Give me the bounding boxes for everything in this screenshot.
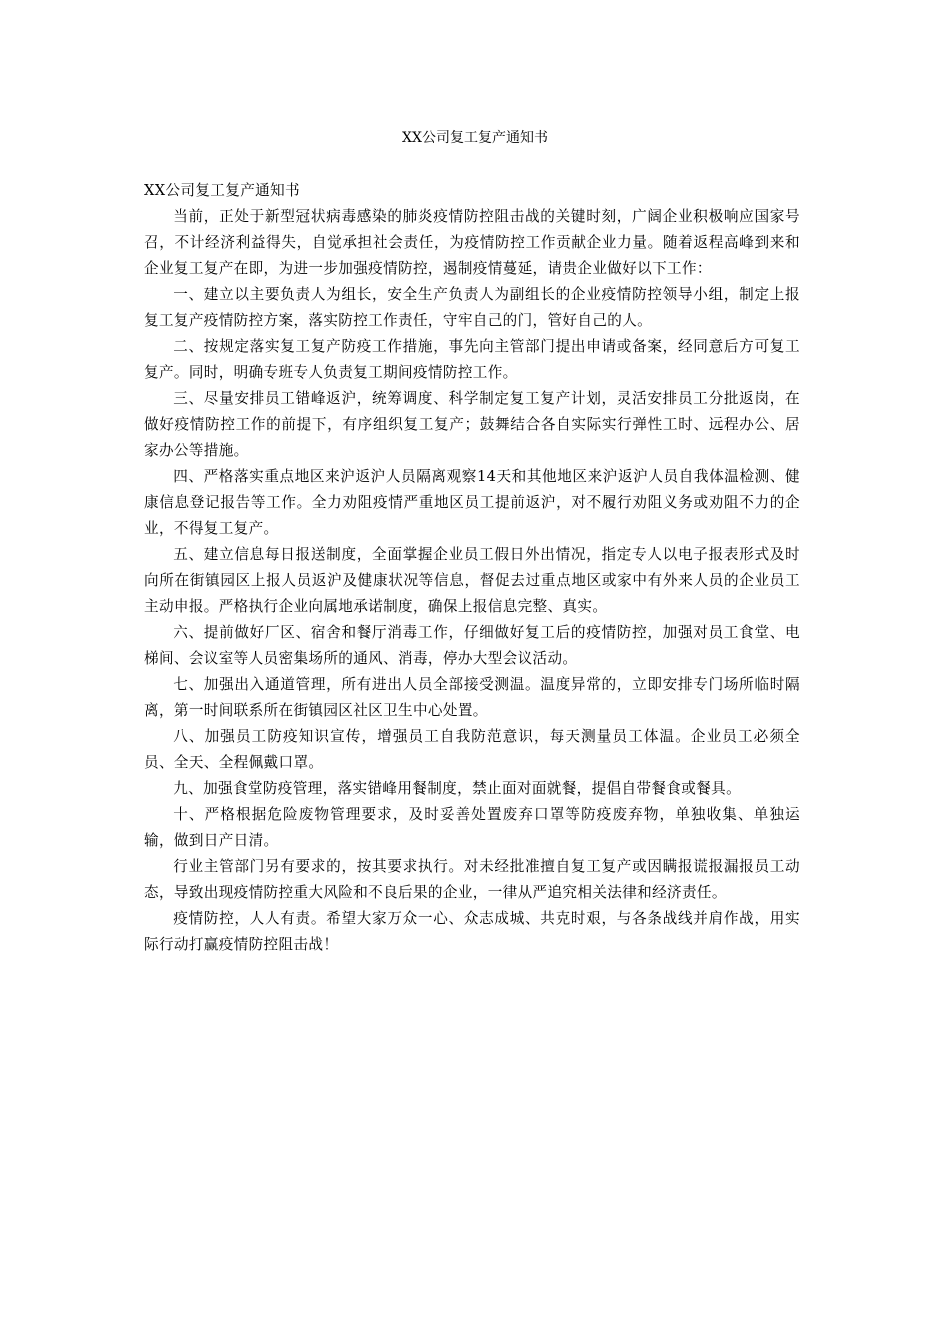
- paragraph-item-10: 十、严格根据危险废物管理要求，及时妥善处置废弃口罩等防疫废弃物，单独收集、单独运输，做到日产日清。: [144, 806, 800, 849]
- paragraph-closing: 疫情防控，人人有责。希望大家万众一心、众志成城、共克时艰，与各条战线并肩作战，用实际行动打赢疫情防控阻击战！: [144, 910, 800, 953]
- paragraph-item-2: 二、按规定落实复工复产防疫工作措施，事先向主管部门提出申请或备案，经同意后方可复工复产。同时，明确专班专人负责复工期间疫情防控工作。: [144, 338, 800, 381]
- paragraph-item-8: 八、加强员工防疫知识宣传，增强员工自我防范意识，每天测量员工体温。企业员工必须全员、全天、全程佩戴口罩。: [144, 728, 800, 771]
- paragraph-item-6: 六、提前做好厂区、宿舍和餐厅消毒工作，仔细做好复工后的疫情防控，加强对员工食堂、电梯间、会议室等人员密集场所的通风、消毒，停办大型会议活动。: [144, 624, 800, 667]
- paragraph-item-1: 一、建立以主要负责人为组长，安全生产负责人为副组长的企业疫情防控领导小组，制定上报复工复产疫情防控方案，落实防控工作责任，守牢自己的门，管好自己的人。: [144, 286, 800, 329]
- paragraph-item-4: 四、严格落实重点地区来沪返沪人员隔离观察14天和其他地区来沪返沪人员自我体温检测、健康信息登记报告等工作。全力劝阻疫情严重地区员工提前返沪，对不履行劝阻义务或劝阻不力的企业，不得复工复产。: [144, 468, 800, 537]
- document-body: [144, 178, 800, 958]
- document-title: XX公司复工复产通知书: [402, 130, 548, 146]
- paragraph-intro: 当前，正处于新型冠状病毒感染的肺炎疫情防控阻击战的关键时刻，广阔企业积极响应国家号召，不计经济利益得失，自觉承担社会责任，为疫情防控工作贡献企业力量。随着返程高峰到来和企业复工复产在即，为进一步加强疫情防控，遏制疫情蔓延，请贵企业做好以下工作：: [144, 208, 800, 277]
- paragraph-item-7: 七、加强出入通道管理，所有进出人员全部接受测温。温度异常的，立即安排专门场所临时隔离，第一时间联系所在街镇园区社区卫生中心处置。: [144, 676, 800, 719]
- paragraph-item-9: 九、加强食堂防疫管理，落实错峰用餐制度，禁止面对面就餐，提倡自带餐食或餐具。: [173, 780, 742, 797]
- paragraph-supervision: 行业主管部门另有要求的，按其要求执行。对未经批准擅自复工复产或因瞒报谎报漏报员工动态，导致出现疫情防控重大风险和不良后果的企业，一律从严追究相关法律和经济责任。: [144, 858, 800, 901]
- paragraph-item-3: 三、尽量安排员工错峰返沪，统筹调度、科学制定复工复产计划，灵活安排员工分批返岗，在做好疫情防控工作的前提下，有序组织复工复产；鼓舞结合各自实际实行弹性工时、远程办公、居家办公等措施。: [144, 390, 800, 459]
- paragraph-item-5: 五、建立信息每日报送制度，全面掌握企业员工假日外出情况，指定专人以电子报表形式及时向所在街镇园区上报人员返沪及健康状况等信息，督促去过重点地区或家中有外来人员的企业员工主动申报。严格执行企业向属地承诺制度，确保上报信息完整、真实。: [144, 546, 800, 615]
- document-subtitle: XX公司复工复产通知书: [144, 182, 300, 199]
